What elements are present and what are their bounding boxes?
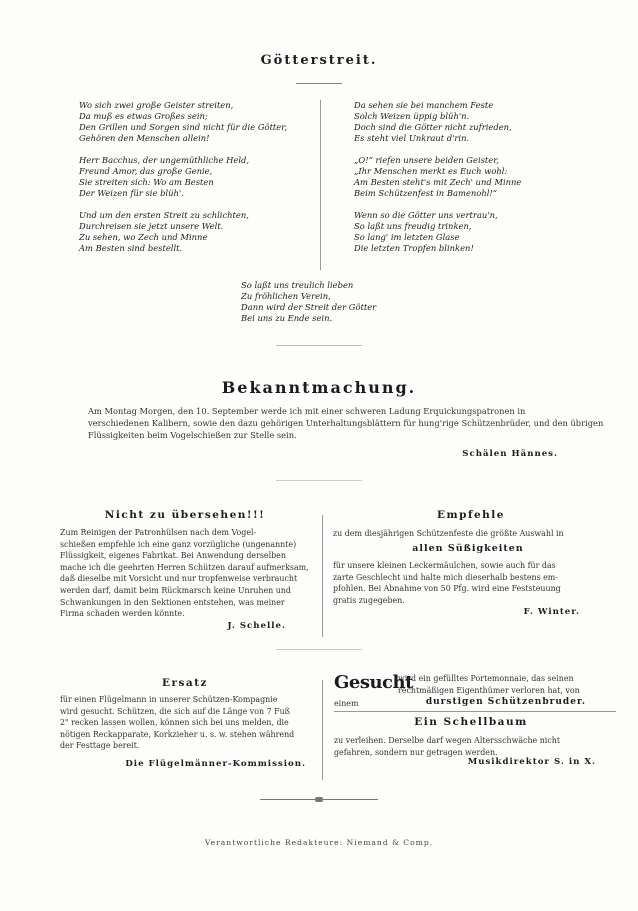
text-line: für einen Flügelmann in unserer Schützen-Kompagnie bbox=[60, 695, 278, 704]
poem-line: Wenn so die Götter uns vertrau'n, bbox=[354, 210, 498, 220]
ads-column-divider-top bbox=[322, 515, 323, 637]
poem-end-ornament bbox=[276, 345, 362, 346]
text-line: gefahren, sondern nur getragen werden. bbox=[334, 747, 498, 757]
ads-divider-ornament bbox=[276, 649, 362, 650]
text-line: mache ich die geehrten Herren Schützen darauf aufmerksam, bbox=[60, 562, 309, 572]
nicht-heading: Nicht zu übersehen!!! bbox=[104, 509, 266, 521]
poem-line: Solch Weizen üppig blüh'n. bbox=[354, 111, 470, 121]
text-line: Zu fröhlichen Verein, bbox=[241, 291, 331, 301]
poem-line: Doch sind die Götter nicht zufrieden, bbox=[354, 122, 512, 132]
poem-stanza bbox=[79, 155, 309, 199]
text-line: Bei uns zu Ende sein. bbox=[241, 313, 333, 323]
poem-line: So laßt uns freudig trinken, bbox=[354, 221, 472, 231]
poem-line: Gehören den Menschen allein! bbox=[79, 133, 210, 143]
poem-stanza bbox=[354, 210, 584, 254]
poem-line: Beim Schützenfest in Bamenohl!“ bbox=[354, 188, 498, 198]
empfehle-highlight: allen Süßigkeiten bbox=[412, 543, 524, 554]
poem-stanza bbox=[79, 100, 309, 144]
poem-closing-stanza bbox=[241, 280, 441, 324]
poem-stanza bbox=[354, 155, 584, 199]
poem-line: Herr Bacchus, der ungemüthliche Held, bbox=[79, 155, 250, 165]
poem-left-column bbox=[79, 100, 309, 265]
bekanntmachung-heading: Bekanntmachung. bbox=[221, 378, 417, 397]
poem-column-divider bbox=[320, 100, 321, 270]
gesucht-line1: wird ein gefülltes Portemonnaie, das seinen bbox=[398, 674, 574, 683]
bekanntmachung-text bbox=[88, 405, 612, 441]
ads-column-divider-bottom bbox=[322, 680, 323, 780]
text-line: Flüssigkeiten beim Vogelschießen zur Stelle sein. bbox=[88, 430, 297, 440]
poem-line: Am Besten steht's mit Zech' und Minne bbox=[354, 177, 522, 187]
ersatz-signature: Die Flügelmänner-Kommission. bbox=[125, 759, 306, 769]
schellbaum-heading: Ein Schellbaum bbox=[414, 716, 528, 728]
text-line: nötigen Reckapparate, Korkzieher u. s. w. stehen während bbox=[60, 729, 295, 739]
poem-stanza bbox=[354, 100, 584, 144]
empfehle-heading: Empfehle bbox=[437, 509, 505, 521]
text-line: pfohlen. Bei Abnahme von 50 Pfg. wird eine Feststeuung bbox=[333, 584, 561, 594]
bottom-ornament-center bbox=[315, 797, 323, 802]
gesucht-line3-prefix: einem bbox=[334, 699, 359, 708]
poem-line: Den Grillen und Sorgen sind nicht für die Götter, bbox=[79, 122, 287, 132]
gesucht-underline bbox=[334, 711, 616, 712]
text-line: wird gesucht. Schützen, die sich auf die Länge von 7 Fuß bbox=[60, 706, 290, 716]
text-line: Zum Reinigen der Patronhülsen nach dem Vogel- bbox=[60, 528, 257, 537]
text-line: Flüssigkeit, eigenes Fabrikat. Bei Anwendung derselben bbox=[60, 551, 286, 561]
poem-line: Die letzten Tropfen blinken! bbox=[354, 243, 474, 253]
poem-line: Und um den ersten Streit zu schlichten, bbox=[79, 210, 249, 220]
gesucht-heading: Gesucht bbox=[334, 672, 413, 693]
poem-line: So lang' im letzten Glase bbox=[354, 232, 460, 242]
bekanntmachung-signature: Schälen Hännes. bbox=[462, 449, 558, 459]
text-line: verschiedenen Kalibern, sowie den dazu gehörigen Unterhaltungsblättern für hung'rige Schützenbrüder, und den übrigen bbox=[88, 418, 604, 428]
poem-line: Der Weizen für sie blüh'. bbox=[79, 188, 184, 198]
text-line: daß dieselbe mit Vorsicht und nur tropfenweise verbraucht bbox=[60, 574, 298, 584]
text-line: Schwankungen in den Sektionen entstehen, was meiner bbox=[60, 597, 285, 607]
poem-line: Freund Amor, das große Genie, bbox=[79, 166, 213, 176]
schellbaum-text bbox=[334, 735, 616, 758]
gesucht-line3-bold: durstigen Schützenbruder. bbox=[425, 697, 586, 707]
poem-right-column bbox=[354, 100, 584, 265]
poem-stanza bbox=[79, 210, 309, 254]
text-line: schießen empfehle ich eine ganz vorzügliche (ungenannte) bbox=[60, 539, 297, 549]
section-divider-ornament bbox=[276, 480, 362, 481]
poem-line: Da muß es etwas Großes sein; bbox=[79, 111, 208, 121]
text-line: Am Montag Morgen, den 10. September werde ich mit einer schweren Ladung Erquickungspatronen in bbox=[88, 406, 526, 416]
text-line: Dann wird der Streit der Götter bbox=[241, 302, 377, 312]
poem-line: Durchreisen sie jetzt unsere Welt. bbox=[79, 221, 224, 231]
text-line: der Festtage bereit. bbox=[60, 741, 140, 751]
poem-line: „O!“ riefen unsere beiden Geister, bbox=[354, 155, 499, 165]
nicht-text bbox=[60, 527, 314, 620]
poem-line: Zu sehen, wo Zech und Minne bbox=[79, 232, 208, 242]
poem-line: Sie streiten sich: Wo am Besten bbox=[79, 177, 214, 187]
text-line: zu verleihen. Derselbe darf wegen Altersschwäche nicht bbox=[334, 736, 560, 745]
empfehle-intro: zu dem diesjährigen Schützenfeste die größte Auswahl in bbox=[333, 529, 564, 538]
title-ornament bbox=[296, 83, 342, 84]
poem-line: „Ihr Menschen merkt es Euch wohl: bbox=[354, 166, 508, 176]
poem-line: Wo sich zwei große Geister streiten, bbox=[79, 100, 234, 110]
text-line: So laßt uns treulich lieben bbox=[241, 280, 354, 290]
text-line: werden darf, damit beim Rückmarsch keine Unruhen und bbox=[60, 585, 291, 595]
empfehle-signature: F. Winter. bbox=[523, 607, 580, 617]
ersatz-heading: Ersatz bbox=[161, 677, 209, 689]
empfehle-text bbox=[333, 560, 615, 606]
text-line: Firma schaden werden könnte. bbox=[60, 609, 185, 619]
text-line: 2" recken lassen wollen, können sich bei uns melden, die bbox=[60, 718, 289, 728]
poem-line: Es steht viel Unkraut d'rin. bbox=[354, 133, 470, 143]
footer-credit: Verantwortliche Redakteure: Niemand & Comp. bbox=[204, 838, 434, 847]
schellbaum-signature: Musikdirektor S. in X. bbox=[467, 757, 596, 767]
poem-line: Am Besten sind bestellt. bbox=[79, 243, 183, 253]
gesucht-line2: rechtmäßigen Eigenthümer verloren hat, von bbox=[398, 686, 580, 695]
ersatz-text bbox=[60, 694, 312, 752]
text-line: für unsere kleinen Leckermäulchen, sowie auch für das bbox=[333, 561, 556, 570]
poem-line: Da sehen sie bei manchem Feste bbox=[354, 100, 494, 110]
page-title: Götterstreit. bbox=[260, 53, 378, 68]
nicht-signature: J. Schelle. bbox=[227, 621, 286, 631]
text-line: gratis zugegeben. bbox=[333, 595, 405, 605]
text-line: zarte Geschlecht und halte mich dieserhalb bestens em- bbox=[333, 572, 558, 582]
